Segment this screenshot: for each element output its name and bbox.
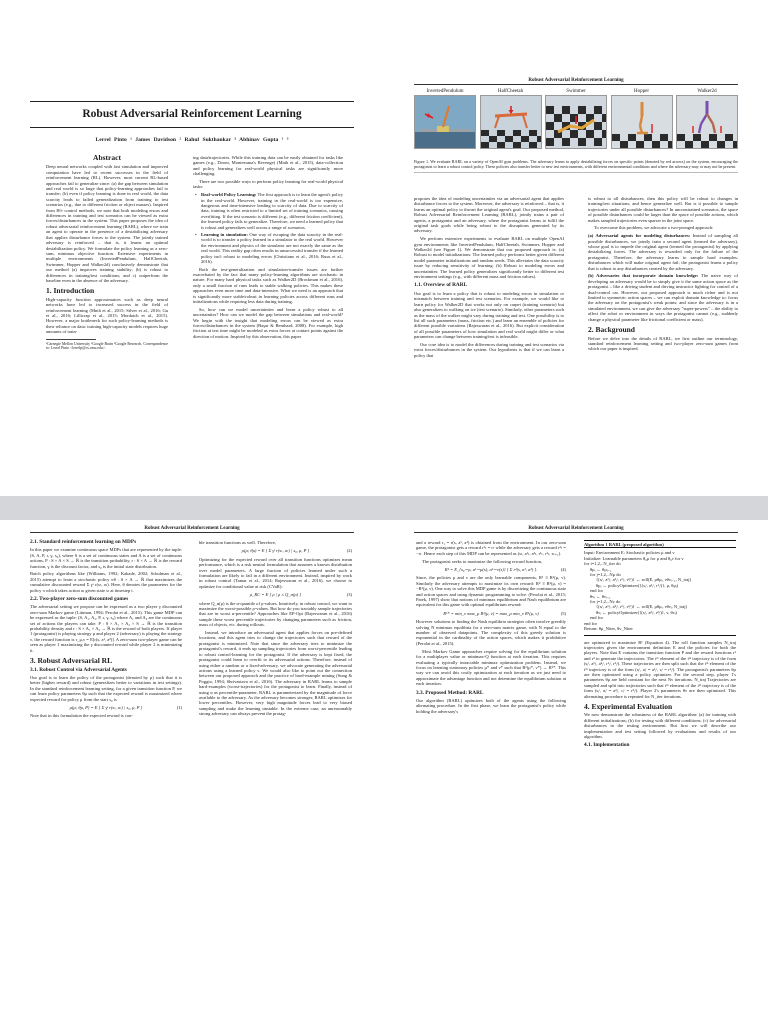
paragraph: There are two possible ways to perform policy learning for real-world physical tasks: <box>193 179 343 190</box>
paper-title: Robust Adversarial Reinforcement Learning <box>30 101 354 128</box>
algorithm-line: end for <box>590 615 604 621</box>
algorithm-line: θνᵢ ← θνᵢ₋₁ <box>590 593 611 599</box>
paragraph: Before we delve into the details of RARL, we first outline our terminology, standard reinforcement learning setting and two-player zero-sum games from which our paper is inspired. <box>588 335 738 352</box>
equation-number: (1) <box>176 704 182 710</box>
footnote-rule <box>46 339 96 340</box>
paragraph: Batch policy algorithms like (Williams, 1992; Kakade, 2002; Schulman et al., 2015) attempt to learn a stochastic policy πθ : S × A → ℝ that maximizes the cumulative discounted reward Σ γᵗ r(sₜ, aₜ). Here, θ denotes the parameters for the policy π which takes action aₜ given state sₜ at timestep t. <box>30 571 182 593</box>
page2-left-column <box>414 196 564 361</box>
paragraph: Both the test-generalization and simulation-transfer issues are further exacerbated by the fact that many policy-learning algorithms are stochastic in nature. For many hard physical tasks such as Walker2D (Brockman et al., 2016), only a small fraction of runs leads to stable walking policies. This makes these approaches even more time and data-intensive. What we need is an approach that is significantly more stable/robust in learning policies across different runs and initializations while requiring less data during training. <box>193 266 343 304</box>
paragraph: Note that in this formulation the expected reward is con- <box>30 713 133 719</box>
figure-panel <box>545 88 607 150</box>
walker2d-render <box>676 95 738 149</box>
paragraph: is robust to all disturbances, then this policy will be robust to changes in training/test situations; and hence generalize well. But is it possible to sample trajectories under all possible disturbances? In unconstrained scenarios, the space of possible disturbances could be larger than the space of possible actions, which makes sampled trajectories even sparser in the joint space. <box>588 196 738 223</box>
figure-panel-label: HalfCheetah <box>497 89 524 94</box>
figure-1 <box>414 88 738 150</box>
page3-left-column <box>30 540 182 721</box>
algorithm-title: Algorithm 1 RARL (proposed algorithm) <box>584 542 736 548</box>
half-cheetah-render <box>480 95 542 149</box>
intro-heading: 1. Introduction <box>46 286 95 296</box>
figure-panel <box>480 88 542 150</box>
equation-body: R¹ = E_{s₀∼ρ, a¹∼μ(s), a²∼ν(s)} [ Σ r¹(s, a¹, a²) ]. <box>444 567 538 573</box>
page1-right-column <box>193 155 343 342</box>
algorithm-line: θμᵢ ← θμᵢ₋₁ <box>590 566 612 572</box>
paragraph <box>588 233 738 271</box>
page-3 <box>0 520 384 1024</box>
paragraph: and a reward r₁ = r(s, a¹, a²) is obtained from the environment. In our zero-sum game, the protagonist gets a reward r¹ₜ = rₜ while the adversary gets a reward r²ₜ = −rₜ. Hence each step of this MDP can be represented as (sₜ, a¹ₜ, a²ₜ, r¹ₜ, r²ₜ, sₜ₊₁). <box>416 540 566 556</box>
running-header: Robust Adversarial Reinforcement Learning <box>414 78 738 85</box>
paragraph: So, how can we model uncertainties and learn a policy robust to all uncertainties? How can we model the gap between simulations and real-world? We begin with the insight that modeling errors can be viewed as extra forces/disturbances in the system (Başar & Bernhard, 2008). For example, high friction at test time might be modeled as extra forces at contact points against the direction of motion. Inspired by this observation, this paper <box>193 306 343 339</box>
bullet-item <box>201 232 343 264</box>
intro-paragraph: High-capacity function approximators such as deep neural networks have led to increased success in the field of reinforcement learning (Mnih et al., 2015; Silver et al., 2016; Gu et al., 2016; Lillicrap et al., 2015; Mordatch et al., 2015). However, a major bottleneck for such policy-learning methods is their reliance on data: training high-capacity models requires huge amounts of train- <box>46 296 168 335</box>
page-4 <box>384 520 768 1024</box>
section-heading: 4. Experimental Evaluation <box>584 701 673 711</box>
pages-3-4-spread <box>0 520 768 1024</box>
paragraph: Our algorithm (RARL) optimizes both of the agents using the following alternating procedure. In the first phase, we learn the protagonist's policy while holding the adversary's <box>416 697 566 714</box>
bullet-text: One way of escaping the data scarcity in the real-world is to transfer a policy learned in a simulator to the real world. However the environment and physics of the simulator are not exactly the same as the real world. This reality gap often results in unsuccessful transfer if the learned policy isn't robust to modeling errors (Christiano et al., 2016; Rusu et al., 2016). <box>201 232 343 265</box>
abstract-text: Deep neural networks coupled with fast simulation and improved computation have led to recent successes in the field of reinforcement learning (RL). However, most current RL-based approaches fail to generalize since: (a) the gap between simulation and real world is so large that policy-learning approaches fail to transfer; (b) even if policy learning is done in real world, the data scarcity leads to failed generalization from training to test scenarios (e.g., due to different friction or object masses). Inspired from H∞ control methods, we note that both modeling errors and differences in training and test scenarios can be viewed as extra forces/disturbances in the system. This paper proposes the idea of robust adversarial reinforcement learning (RARL), where we train an agent to operate in the presence of a destabilizing adversary that applies disturbance forces to the system. The jointly trained adversary is reinforced – that is, it learns an optimal destabilization policy. We formulate the policy learning as a zero-sum, minimax objective function. Extensive experiments in multiple environments (InvertedPendulum, HalfCheetah, Swimmer, Hopper and Walker2d) conclusively demonstrate that our method (a) improves training stability; (b) is robust to differences in training/test conditions; and c) outperform the baseline even in the absence of the adversary. <box>46 164 168 283</box>
footnote: ¹Carnegie Mellon University ²Google Brain ³Google Research. Correspondence to: Lerrel Pinto <lerrelp@cs.cmu.edu>. <box>46 341 168 351</box>
paragraph: Our core idea is to model the differences during training and test scenarios via extra forces/disturbances in the system. Our hypothesis is that if we can learn a policy that <box>414 341 564 358</box>
paragraph-label: (a) Adversarial agents for modeling disturbances: <box>588 233 691 239</box>
section-heading: 2.2. Two-player zero-sum discounted games <box>30 596 129 603</box>
figure-panel-label: Walker2d <box>697 89 717 94</box>
section-heading: 4.1. Implementation <box>584 742 630 749</box>
figure-panel-label: Hopper <box>634 89 649 94</box>
equation-number: (5) <box>560 610 566 616</box>
figure-1-caption: Figure 1. We evaluate RARL on a variety of OpenAI gym problems. The adversary learns to apply destabilizing forces on specific points (denoted by red arrows) on the system, encouraging the protagonist to learn a robust control policy. These policies also transfer better to new test environments, with different environmental conditions and where the adversary may or may not be present. <box>414 159 738 173</box>
page-2 <box>384 0 768 496</box>
figure-panel-label: Swimmer <box>566 89 586 94</box>
bullet-list <box>201 192 343 264</box>
paragraph: Optimizing for the expected reward over all transition functions optimizes mean performance, which is a risk neutral formulation that assumes a known distribution over model parameters. A large fraction of policies learned under such a formulation are likely to fail in a different environment. Instead, inspired by work in robust control (Tamar et al., 2014; Rajeswaran et al., 2016), we choose to optimize for conditional value at risk (CVaR): <box>199 556 352 589</box>
algorithm-line: θνᵢ ← policyOptimizer({(sᵢᵗ, a²ᵢᵗ, r²ᵢᵗ)}, ν, θνᵢ) <box>596 609 678 615</box>
section-heading: 2.1. Standard reinforcement learning on MDPs <box>30 539 137 545</box>
equation-number: (4) <box>560 567 566 573</box>
paragraph: We perform extensive experiments to evaluate RARL on multiple OpenAI gym environments like InvertedPendulum, HalfCheetah, Swimmer, Hopper and Walker2d (see Figure 1). We demonstrate that our proposed approach is: (a) Robust to model initializations: The learned policy performs better given different model parameter initializations and random seeds. This alleviates the data scarcity issue by reducing sensitivity of learning. (b) Robust to modeling errors and uncertainties: The learned policy generalizes significantly better to different test environment settings (e.g., with different mass and friction values). <box>414 236 564 280</box>
algorithm-line: θμᵢ ← policyOptimizer({(sᵢᵗ, a¹ᵢᵗ, r¹ᵢᵗ)}, μ, θμᵢ) <box>596 582 679 588</box>
paragraph: Our goal is to learn the policy of the protagonist (denoted by μ) such that it is better (higher reward) and robust (generalizes better to variations in test settings). In the standard reinforcement learning setting, for a given transition function P, we can learn policy parameters θμ such that the expected reward is maximized where expected reward for policy μ from the start s₀ is <box>30 674 182 702</box>
running-header: Robust Adversarial Reinforcement Learning <box>30 526 354 533</box>
figure-panel <box>414 88 476 150</box>
paragraph: Our goal is to learn a policy that is robust to modeling errors in simulation or mismatch between training and test scenarios. For example, we would like to learn policy for Walker2D that works not only on carpet (training scenario) but also generalizes to walking on ice (test scenario). Similarly, other parameters such as the mass of the walker might vary during training and test. One possibility is to list all such parameters (mass, friction etc.) and learn an ensemble of policies for different possible variations (Rajeswaran et al., 2016). But explicit consideration of all possible parameters of how simulation and real world might differ or what parameters can change between training/test is infeasible. <box>414 290 564 340</box>
section-heading: 3. Robust Adversarial RL <box>30 656 113 666</box>
page4-right-column <box>584 540 736 751</box>
abstract-heading: Abstract <box>93 153 121 162</box>
equation-number: (3) <box>346 592 352 598</box>
inverted-pendulum-render <box>414 95 476 149</box>
bullet-label: Learning in simulation: <box>201 232 248 238</box>
algorithm-line: end for <box>590 588 604 594</box>
paragraph <box>588 273 738 322</box>
algorithm-line: Initialize: Learnable parameters θ₀μ for μ and θ₀ν for ν <box>584 555 684 561</box>
paragraph: Instead, we introduce an adversarial agent that applies forces on pre-defined locations, and this agent tries to change the trajectories such that reward of the protagonist is minimized. Note that since the adversary tries to minimize the protagonist's reward, it ends up sampling trajectories from worst-percentile leading to robust control-learning for the protagonist. If the adversary is kept fixed, the protagonist could learn to overfit to its adversarial actions. Therefore, instead of using either a random or a fixed-adversary, we advocate generating the adversarial actions using a learned policy ν. We would also like to point out the connection between our proposed approach and the practice of hard-example mining (Sung & Poggio, 1994; Shrivastava et al., 2016). The adversary in RARL learns to sample hard-examples (worst-trajectories) for the protagonist to learn. Finally, instead of using α as percentile-parameter, RARL is parameterized by the magnitude of force available to the adversary. As the adversary becomes stronger, RARL optimizes for lower percentiles. However, very high magnitude forces lead to very biased sampling and make the learning unstable. In the extreme case, an unreasonably strong adversary can always prevent the protag- <box>199 630 352 717</box>
background-heading: 2. Background <box>588 325 635 335</box>
paragraph: The protagonist seeks to maximize the following reward function, <box>422 558 543 564</box>
algorithm-line: for j=1,2,..Nν do <box>590 599 621 605</box>
algorithm-lines <box>584 550 736 631</box>
figure-panel <box>676 88 738 150</box>
page1-left-column <box>46 155 168 351</box>
bullet-label: Real-world Policy Learning: <box>201 192 257 198</box>
figure-panel <box>611 88 673 150</box>
pages-1-2-spread <box>0 0 768 496</box>
overview-heading: 1.1. Overview of RARL <box>414 282 468 289</box>
algorithm-1-box <box>584 540 736 636</box>
hopper-render <box>611 95 673 149</box>
paragraph-label: (b) Adversaries that incorporate domain knowledge: <box>588 273 699 279</box>
running-header: Robust Adversarial Reinforcement Learning <box>414 526 738 533</box>
paragraph: where Q_α(ρ) is the α-quantile of ρ-values. Intuitively, in robust control, we want to maximize the worst-possible ρ-values. But how do you tractably sample trajectories that are in worst α-percentile? Approaches like EP-Opt (Rajeswaran et al., 2016) sample these worst percentile trajectories by changing parameters such as friction, mass of objects, etc. during rollouts. <box>199 600 352 628</box>
algorithm-line: for j=1,2,..Nμ do <box>590 572 621 578</box>
page2-right-column <box>588 196 738 354</box>
paragraph: To overcome this problem, we advocate a two-pronged approach: <box>594 225 714 231</box>
algorithm-line: Input: Environment E; Stochastic policies μ and ν <box>584 550 675 556</box>
paragraph-text: The naive way of developing an adversary would be to simply give it the same action space as the protagonist – like a driving student and driving instructor fighting for control of a dual-control car. However, our proposed approach is much richer and is not limited to symmetric action spaces – we can exploit domain knowledge to: focus the adversary on the protagonist's weak points; and since the adversary is in a simulated environment, we can give the adversary "super-powers" – the ability to affect the robot or environment in ways the protagonist cannot (e.g., suddenly change a physical parameter like frictional coefficient or mass). <box>588 273 739 322</box>
paragraph: ble transition functions as well. Therefore, <box>199 540 277 545</box>
author-list: Lerrel Pinto ¹ James Davidson ² Rahul Sukthankar ³ Abhinav Gupta ¹ ³ <box>95 137 289 143</box>
equation-5 <box>416 611 566 616</box>
section-heading: 3.3. Proposed Method: RARL <box>416 689 484 696</box>
equation-number: (2) <box>346 548 352 554</box>
equation-body: ρ(μ; θμ, P) = E [ Σ γᵗ r(sₜ, aₜ) | s₀, μ, P ] <box>69 704 143 710</box>
equation-body: ρ_RC = E [ ρ | ρ ≤ Q_α(ρ) ] <box>249 592 302 598</box>
equation-2 <box>199 548 352 553</box>
paragraph: However solutions to finding the Nash equilibria strategies often involve greedily solving N minimax equilibria for a zero-sum matrix game, with N equal to the number of observed datapoints. The complexity of this greedy solution is exponential in the cardinality of the action spaces, which makes it prohibitive (Perolat et al., 2015). <box>416 619 566 646</box>
page4-left-column <box>416 540 566 717</box>
paragraph: We now demonstrate the robustness of the RARL algorithm: (a) for training with different initializations; (b) for testing with different conditions; (c) for adversarial disturbances in the testing environment. But first we will describe our implementation and test setting followed by evaluations and results of our algorithm. <box>584 712 736 739</box>
page3-right-column <box>199 540 352 719</box>
paragraph: Most Markov Game approaches require solving for the equilibrium solution for a multiplayer value or minimax-Q function at each iteration. This requires evaluating a typically intractable minimax optimization problem. Instead, we focus on learning stationary policies μ* and ν* such that R¹(μ*, ν*) → R¹*. This way we can avoid this costly optimization at each iteration as we just need to approximate the advantage function and not determine the equilibrium solution at each iteration. <box>416 648 566 687</box>
paragraph-text: Instead of sampling all possible disturbances, we jointly train a second agent (termed the adversary), whose goal is to impede the original agent (termed the protagonist) by applying destabilizing forces. The adversary is rewarded only for the failure of the protagonist. Therefore, the adversary learns to sample hard examples: disturbances which will make original agent fail; the protagonist learns a policy that is robust to any disturbances created by the adversary. <box>588 233 738 271</box>
paragraph: Since, the policies μ and ν are the only learnable components, R¹ ≡ R¹(μ, ν). Similarly the adversary attempts to maximize its own reward: R² ≡ R²(μ, ν) = −R¹(μ, ν). One way to solve this MDP game is by discretizing the continuous state and action spaces and using dynamic programming to solve. (Perolat et al., 2015; Patek, 1997) show that notions of minimax equilibrium and Nash equilibrium are equivalent for this game with optimal equilibrium reward: <box>416 575 566 608</box>
paragraph: proposes the idea of modeling uncertainties via an adversarial agent that applies disturbance forces to the system. Moreover, the adversary is reinforced – that is, it learns an optimal policy to thwart the original agent's goal. Our proposed method, Robust Adversarial Reinforcement Learning (RARL), jointly trains a pair of agents, a protagonist and an adversary, where the protagonist learns to fulfil the original task goals while being robust to the disruptions generated by its adversary. <box>414 196 564 234</box>
algorithm-line: for i=1,2,..N_iter do <box>584 561 621 567</box>
equation-body: R¹* = min_ν max_μ R¹(μ, ν) = max_μ min_ν R¹(μ, ν) <box>443 610 539 616</box>
equation-4 <box>416 567 566 572</box>
paragraph: ing data/trajectories. While this training data can be easily obtained for tasks like games (e.g., Doom, Montezuma's Revenge) (Mnih et al., 2015), data-collection and policy learning for real-world physical tasks are significantly more challenging. <box>193 155 343 177</box>
equation-body: ρ(μ; θμ) = E [ Σ γᵗ r(sₜ, aₜ) | s₀, μ, P ] <box>241 548 310 554</box>
paragraph: are optimized to maximize R¹ (Equation 4). The roll function samples N_traj trajectories given the environment definition E and the policies for both the players. Note that E contains the transition function P and the reward functions r¹ and r² to generate the trajectories. The tᵗʰ element of the iᵗʰ trajectory is of the form (sᵢᵗ, a¹ᵢᵗ, a²ᵢᵗ, r¹ᵢᵗ, r²ᵢᵗ). These trajectories are then split such that the tᵗʰ element of the iᵗʰ trajectory is of the form (sᵢᵗ, aᵢᵗ = a¹ᵢᵗ, rᵢᵗ = r¹ᵢᵗ). The protagonist's parameters θμ are then optimized using a policy optimizer. For the second step, player 1's parameters θμ are held constant for the next Nν iterations. N_traj Trajectories are sampled and split into trajectories such that tᵗʰ element of the iᵗʰ trajectory is of the form (sᵢᵗ, aᵢᵗ = a²ᵢᵗ, rᵢᵗ = r²ᵢᵗ). Player 2's parameters θν are then optimized. This alternating procedure is repeated for N_iter iterations. <box>584 639 736 699</box>
paragraph: The adversarial setting we propose can be expressed as a two player γ discounted zero-sum Markov game (Littman, 1994; Perolat et al., 2015). This game MDP can be expressed as the tuple: (S, A₁, A₂, P, r, γ, s₀) where A₁ and A₂ are the continuous set of actions the players can take. P : S × A₁ × A₂ × S → ℝ is the transition probability density and r : S × A₁ × A₂ → ℝ is the reward of both players. If player 1 (protagonist) is playing strategy μ and player 2 (adversary) is playing the strategy ν, the reward function is r_μ,ν = E[r(s, a¹, a²)]. A zero-sum two-player game can be seen as player 1 maximizing the γ discounted reward while player 2 is minimizing it. <box>30 604 182 653</box>
swimmer-render <box>545 95 607 149</box>
algorithm-line: {(sᵢᵗ, a¹ᵢᵗ, a²ᵢᵗ, r¹ᵢᵗ, r²ᵢᵗ)} ← roll(E, μθμᵢ, νθνᵢ, N_traj) <box>596 604 688 610</box>
figure-panel-label: InvertedPendulum <box>426 89 464 94</box>
algorithm-line: end for <box>584 620 598 626</box>
equation-1 <box>30 705 182 710</box>
bullet-item <box>201 192 343 230</box>
algorithm-line: {(sᵢᵗ, a¹ᵢᵗ, a²ᵢᵗ, r¹ᵢᵗ, r²ᵢᵗ)} ← roll(E, μθμᵢ, νθνᵢ₋₁, N_traj) <box>596 577 692 583</box>
paragraph: In this paper we examine continuous space MDPs that are represented by the tuple: (S, A, P, r, γ, s₀), where S is a set of continuous states and A is a set of continuous actions, P : S × A × S → ℝ is the transition probability, r : S × A → ℝ is the reward function, γ is the discount factor, and s₀ is the initial state distribution. <box>30 547 182 569</box>
equation-3 <box>199 592 352 597</box>
page-1 <box>0 0 384 496</box>
section-heading: 3.1. Robust Control via Adversarial Agents <box>30 666 127 673</box>
bullet-text: The first approach is to learn the agent's policy in the real-world. However, training in the real-world is too expensive, dangerous and time-intensive leading to scarcity of data. Due to scarcity of data, training is often restricted to a limited set of training scenarios, causing overfitting. If the test scenario is different (e.g., different friction coefficient), the learned policy fails to generalize. Therefore, we need a learned policy that is robust and generalizes well across a range of scenarios. <box>201 192 343 230</box>
algorithm-line: Return: θμ_Niter, θν_Niter <box>584 626 633 632</box>
